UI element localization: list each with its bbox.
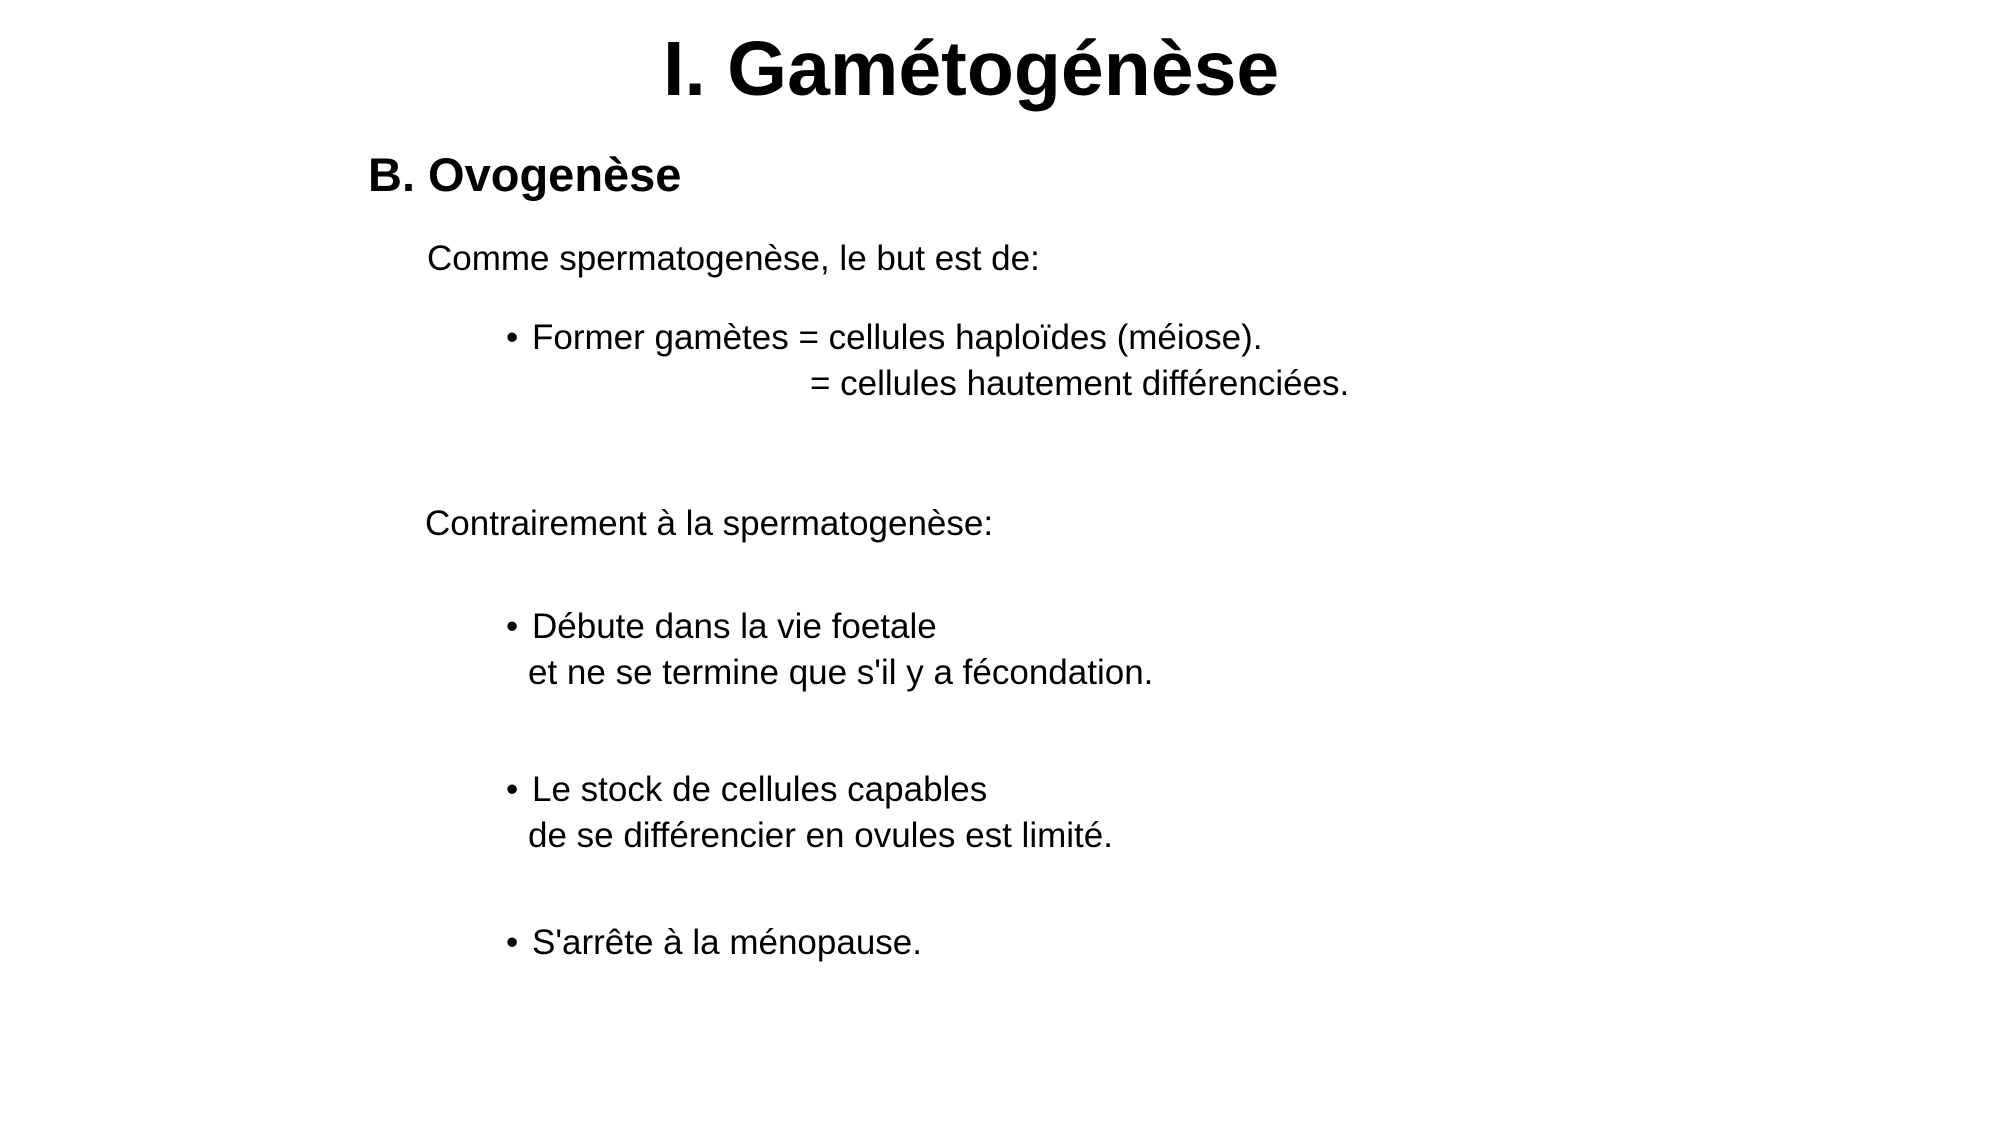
- intro-contrast: Contrairement à la spermatogenèse:: [425, 504, 994, 543]
- difference-line-1: Le stock de cellules capables: [532, 770, 988, 809]
- goal-line-2: = cellules hautement différenciées.: [810, 364, 1350, 403]
- goal-line-1: Former gamètes = cellules haploïdes (méiose).: [532, 318, 1263, 357]
- difference-line-1: S'arrête à la ménopause.: [532, 923, 922, 962]
- bullet-icon: •: [506, 770, 519, 809]
- intro-similarity: Comme spermatogenèse, le but est de:: [427, 239, 1040, 278]
- section-heading: B. Ovogenèse: [368, 148, 682, 201]
- difference-line-2: de se différencier en ovules est limité.: [528, 816, 1113, 855]
- difference-line-2: et ne se termine que s'il y a fécondation.: [528, 653, 1154, 692]
- bullet-icon: •: [506, 607, 519, 646]
- difference-line-1: Débute dans la vie foetale: [532, 607, 937, 646]
- bullet-icon: •: [506, 923, 519, 962]
- slide-title: I. Gamétogénèse: [663, 26, 1280, 112]
- bullet-icon: •: [506, 318, 519, 357]
